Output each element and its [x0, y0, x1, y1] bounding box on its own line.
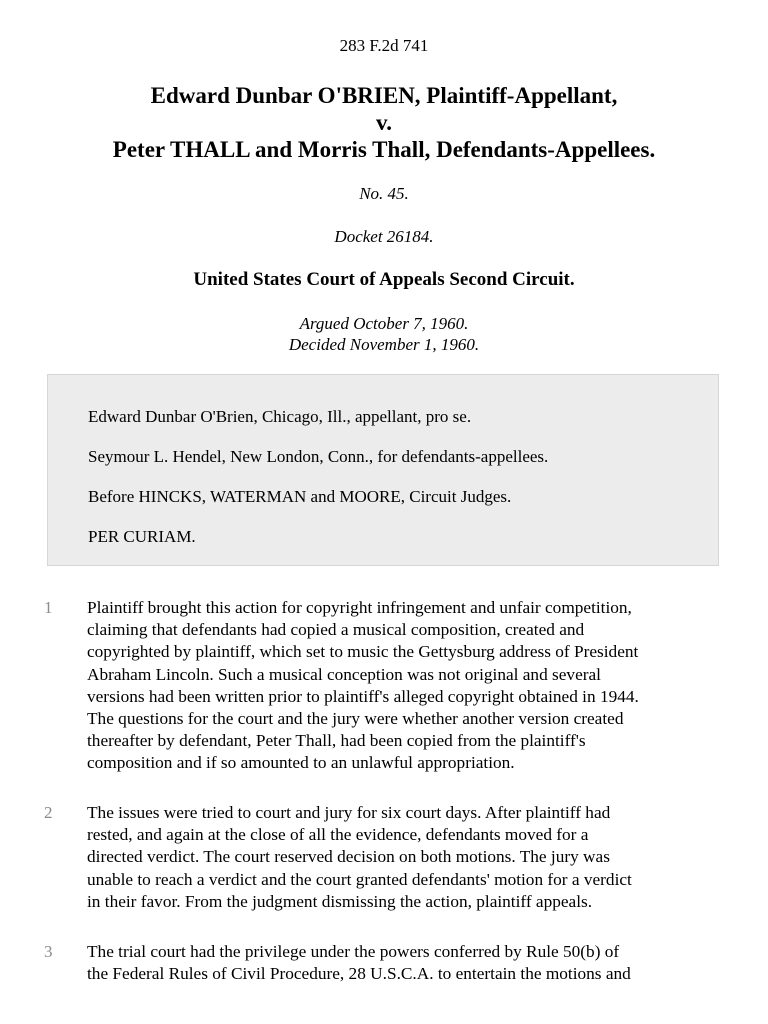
- counsel-panel: [47, 374, 719, 566]
- case-title: [0, 82, 768, 163]
- paragraph-line: The questions for the court and the jury were whether another version created: [87, 709, 624, 729]
- paragraph-number[interactable]: 2: [44, 803, 53, 822]
- paragraph-line: the Federal Rules of Civil Procedure, 28 U.S.C.A. to entertain the motions and: [87, 964, 631, 984]
- paragraph-line: Plaintiff brought this action for copyright infringement and unfair competition,: [87, 598, 632, 617]
- paragraph-text: [87, 802, 737, 913]
- paragraph-line: copyrighted by plaintiff, which set to music the Gettysburg address of President: [87, 642, 639, 662]
- case-citation: 283 F.2d 741: [339, 36, 429, 55]
- paragraph-text: [87, 941, 737, 985]
- argued-date: Argued October 7, 1960.: [299, 314, 469, 333]
- paragraph-text: [87, 597, 737, 775]
- paragraph-line: composition and if so amounted to an unlawful appropriation.: [87, 753, 515, 773]
- paragraph-number[interactable]: 3: [44, 942, 53, 961]
- paragraph-line: thereafter by defendant, Peter Thall, had been copied from the plaintiff's: [87, 731, 586, 751]
- case-title-plaintiff: Edward Dunbar O'BRIEN, Plaintiff-Appellant,: [150, 83, 618, 108]
- paragraph-line: rested, and again at the close of all the evidence, defendants moved for a: [87, 825, 589, 845]
- case-title-versus: v.: [376, 110, 392, 135]
- per-curiam-label: PER CURIAM.: [88, 527, 196, 546]
- paragraph-line: The issues were tried to court and jury for six court days. After plaintiff had: [87, 803, 611, 822]
- case-dates: [0, 313, 768, 355]
- docket-number: Docket 26184.: [334, 227, 434, 246]
- paragraph-line: Abraham Lincoln. Such a musical conception was not original and several: [87, 664, 601, 684]
- court-name: United States Court of Appeals Second Circuit.: [193, 269, 575, 290]
- panel-judges: Before HINCKS, WATERMAN and MOORE, Circuit Judges.: [88, 487, 512, 506]
- paragraph-line: in their favor. From the judgment dismissing the action, plaintiff appeals.: [87, 891, 593, 911]
- paragraph-number[interactable]: 1: [44, 598, 53, 617]
- case-number: No. 45.: [359, 184, 409, 203]
- paragraph-line: directed verdict. The court reserved decision on both motions. The jury was: [87, 847, 610, 867]
- appellees-counsel: Seymour L. Hendel, New London, Conn., for defendants-appellees.: [88, 447, 549, 466]
- decided-date: Decided November 1, 1960.: [288, 335, 480, 354]
- paragraph-line: The trial court had the privilege under the powers conferred by Rule 50(b) of: [87, 942, 620, 961]
- appellant-counsel: Edward Dunbar O'Brien, Chicago, Ill., appellant, pro se.: [88, 407, 472, 426]
- paragraph-line: claiming that defendants had copied a musical composition, created and: [87, 620, 585, 640]
- case-title-defendants: Peter THALL and Morris Thall, Defendants-Appellees.: [112, 137, 656, 162]
- paragraph-line: versions had been written prior to plaintiff's alleged copyright obtained in 1944.: [87, 686, 639, 706]
- paragraph-line: unable to reach a verdict and the court granted defendants' motion for a verdict: [87, 869, 632, 889]
